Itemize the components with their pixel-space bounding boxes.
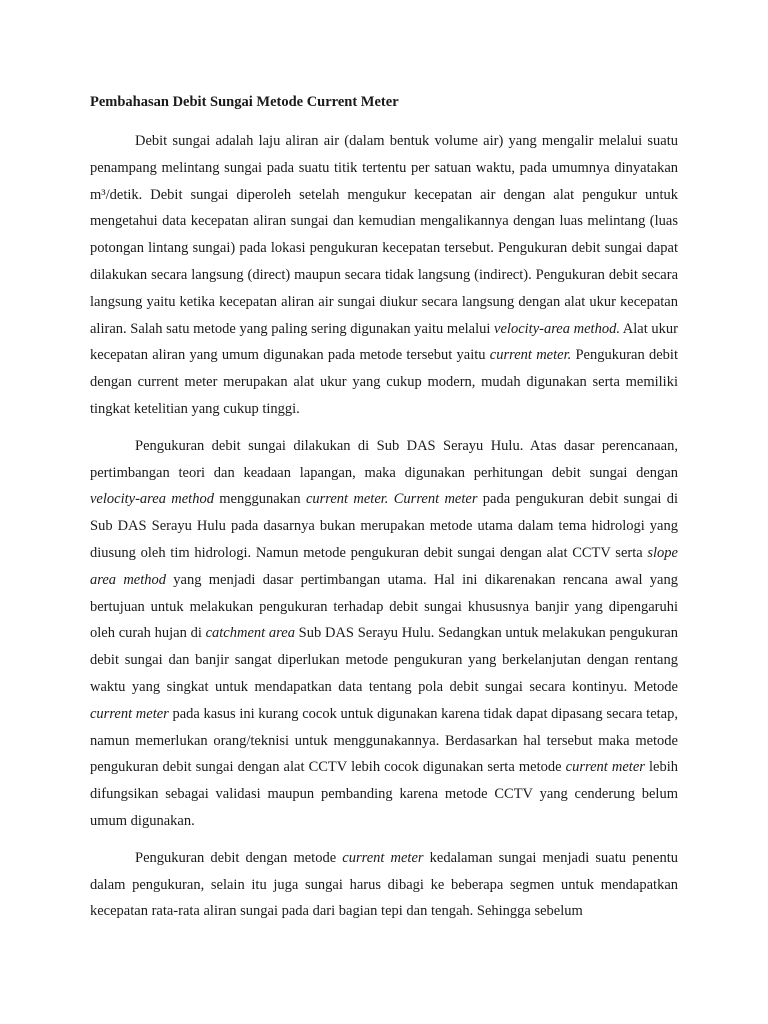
italic-term: slope area method — [90, 544, 678, 588]
italic-term: current meter — [90, 705, 169, 722]
text-run: lebih difungsikan sebagai validasi maupun pembanding karena metode CCTV yang cenderung belum umum digunakan. — [90, 759, 678, 829]
italic-term: velocity-area method. — [494, 320, 620, 337]
text-run: Debit sungai adalah laju aliran air (dalam bentuk volume air) yang mengalir melalui suatu penampang melintang sungai pada suatu titik tertentu per satuan waktu, pada umumnya dinyatakan m³/detik. Debit sungai diperoleh setelah mengukur kecepatan air dengan alat pengukur untuk mengetahui data kecepatan aliran sungai dan kemudian mengalikannya dengan luas melintang (luas potongan lintang sungai) pada lokasi pengukuran kecepatan tersebut. Pengukuran debit sungai dapat dilakukan secara langsung (direct) maupun secara tidak langsung (indirect). Pengukuran debit secara langsung yaitu ketika kecepatan aliran air sungai diukur secara langsung dengan alat ukur kecepatan aliran. Salah satu metode yang paling sering digunakan yaitu melalui — [90, 133, 678, 337]
text-run: Pengukuran debit dengan metode — [135, 849, 343, 866]
text-run: pada kasus ini kurang cocok untuk digunakan karena tidak dapat dipasang secara tetap, namun memerlukan orang/teknisi untuk menggunakannya. Berdasarkan hal tersebut maka metode pengukuran debit sungai dengan alat CCTV lebih cocok digunakan serta metode — [90, 705, 678, 776]
text-run: Pengukuran debit dengan current meter merupakan alat ukur yang cukup modern, mudah digunakan serta memiliki tingkat ketelitian yang cukup tinggi. — [90, 347, 678, 417]
italic-term: current meter. Current meter — [305, 491, 478, 508]
text-run: Pengukuran debit sungai dilakukan di Sub DAS Serayu Hulu. Atas dasar perencanaan, pertimbangan teori dan keadaan lapangan, maka digunakan perhitungan debit sungai dengan — [90, 437, 678, 481]
text-run: pada pengukuran debit sungai di Sub DAS Serayu Hulu pada dasarnya bukan merupakan metode utama dalam tema hidrologi yang diusung oleh tim hidrologi. Namun metode pengukuran debit sungai dengan alat CCTV serta — [90, 491, 679, 561]
text-run: yang menjadi dasar pertimbangan utama. Hal ini dikarenakan rencana awal yang bertujuan untuk melakukan pengukuran terhadap debit sungai khususnya banjir yang dipengaruhi oleh curah hujan di — [90, 571, 678, 642]
paragraph-2 — [90, 433, 678, 835]
paragraph-3 — [90, 845, 678, 925]
document-title: Pembahasan Debit Sungai Metode Current Meter — [90, 94, 399, 110]
italic-term: current meter — [565, 759, 645, 776]
text-run: Sub DAS Serayu Hulu. Sedangkan untuk melakukan pengukuran debit sungai dan banjir sangat diperlukan metode pengukuran yang berkelanjutan dengan rentang waktu yang singkat untuk mendapatkan data tentang pola debit sungai secara kontinyu. Metode — [90, 625, 678, 695]
text-run: Alat ukur kecepatan aliran yang umum digunakan pada metode tersebut yaitu — [90, 320, 678, 364]
text-run: kedalaman sungai menjadi suatu penentu dalam pengukuran, selain itu juga sungai harus dibagi ke beberapa segmen untuk mendapatkan kecepatan rata-rata aliran sungai pada dari bagian tepi dan tengah. Sehingga sebelum — [90, 849, 678, 920]
italic-term: velocity-area method — [90, 491, 214, 508]
italic-term: current meter — [342, 849, 424, 866]
italic-term: catchment area — [205, 625, 295, 642]
paragraph-1 — [90, 128, 678, 423]
document-page — [90, 92, 678, 935]
italic-term: current meter. — [489, 347, 572, 364]
text-run: menggunakan — [213, 491, 306, 508]
